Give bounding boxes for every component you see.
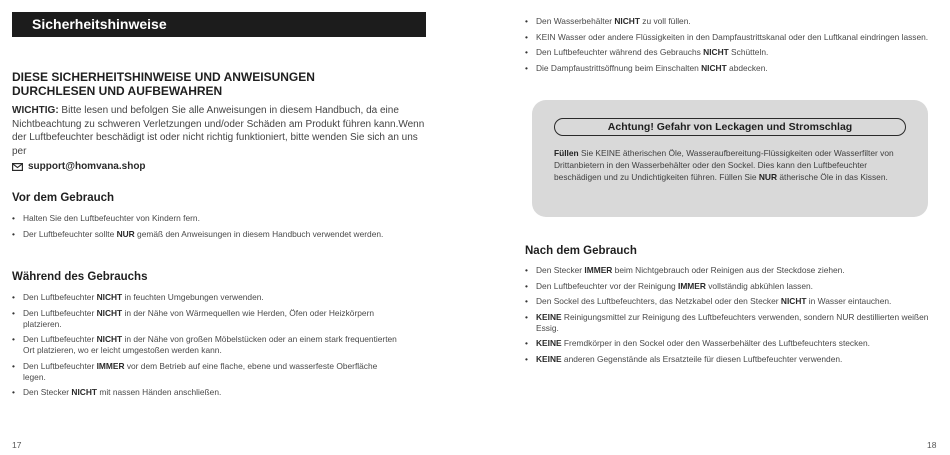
list-item: • Halten Sie den Luftbefeuchter von Kindern fern.	[12, 213, 432, 224]
warning-box	[532, 100, 928, 217]
list-item: • Den Luftbefeuchter NICHT in feuchten Umgebungen verwenden.	[12, 292, 402, 303]
section-header-title: Sicherheitshinweise	[32, 16, 167, 32]
support-email[interactable]: support@homvana.shop	[28, 161, 146, 172]
after-use-title: Nach dem Gebrauch	[525, 245, 637, 257]
mail-icon	[12, 163, 23, 171]
intro-text: Bitte lesen und befolgen Sie alle Anweisungen in diesem Handbuch, da eine Nichtbeachtung zu schweren Verletzungen und/oder Schäden am Produkt führen kann.Wenn der Luftbefeuchter beschädigt ist oder nicht richtig funktioniert, bitte wenden Sie sich an uns per	[12, 105, 425, 157]
list-item: • Den Luftbefeuchter vor der Reinigung IMMER vollständig abkühlen lassen.	[525, 281, 943, 292]
list-item: • Den Luftbefeuchter IMMER vor dem Betrieb auf eine flache, ebene und wasserfeste Oberfläche legen.	[12, 361, 402, 383]
page-number-right: 18	[927, 440, 937, 450]
intro-important-label: WICHTIG:	[12, 105, 59, 116]
section-header-bar	[12, 12, 426, 37]
after-use-list	[525, 265, 943, 369]
list-item: • Den Luftbefeuchter NICHT in der Nähe von Wärmequellen wie Herden, Öfen oder Heizkörpern platzieren.	[12, 308, 402, 330]
main-heading-line-1: DIESE SICHERHEITSHINWEISE UND ANWEISUNGEN	[12, 70, 315, 84]
during-use-list	[12, 292, 402, 403]
list-item: • Den Stecker IMMER beim Nichtgebrauch oder Reinigen aus der Steckdose ziehen.	[525, 265, 943, 276]
list-item: • Der Luftbefeuchter sollte NUR gemäß den Anweisungen in diesem Handbuch verwendet werden.	[12, 229, 432, 240]
list-item: • KEIN Wasser oder andere Flüssigkeiten in den Dampfaustrittskanal oder den Luftkanal eindringen lassen.	[525, 32, 935, 43]
list-item: • KEINE Fremdkörper in den Sockel oder den Wasserbehälter des Luftbefeuchters stecken.	[525, 338, 943, 349]
before-use-title: Vor dem Gebrauch	[12, 192, 115, 204]
during-use-list-continued	[525, 16, 935, 78]
list-item: • Den Luftbefeuchter NICHT in der Nähe von großen Möbelstücken oder an einem stark frequentierten Ort platzieren, wo er leicht umgestoßen werden kann.	[12, 334, 402, 356]
list-item: • Den Luftbefeuchter während des Gebrauchs NICHT Schütteln.	[525, 47, 935, 58]
list-item: • Den Wasserbehälter NICHT zu voll füllen.	[525, 16, 935, 27]
list-item: • KEINE Reinigungsmittel zur Reinigung des Luftbefeuchters verwenden, sondern NUR destillierten weißen Essig.	[525, 312, 943, 334]
right-page	[475, 0, 950, 455]
support-email-line	[12, 161, 146, 172]
page-number-left: 17	[12, 440, 22, 450]
list-item: • Die Dampfaustrittsöffnung beim Einschalten NICHT abdecken.	[525, 63, 935, 74]
warning-title: Achtung! Gefahr von Leckagen und Stromschlag	[554, 118, 906, 136]
list-item: • KEINE anderen Gegenstände als Ersatzteile für diesen Luftbefeuchter verwenden.	[525, 354, 943, 365]
intro-paragraph	[12, 104, 432, 158]
main-heading	[12, 70, 432, 98]
list-item: • Den Sockel des Luftbefeuchters, das Netzkabel oder den Stecker NICHT in Wasser eintauchen.	[525, 296, 943, 307]
warning-text: Füllen Sie KEINE ätherischen Öle, Wasseraufbereitung-Flüssigkeiten oder Wasserfilter von Drittanbietern in den Wasserbehälter oder den Sockel. Dies kann den Luftbefeuchter beschädigen und zu Undichtigkeiten führen. Füllen Sie NUR ätherische Öle in das Kissen.	[554, 148, 894, 182]
during-use-title: Während des Gebrauchs	[12, 271, 148, 283]
left-page	[0, 0, 460, 455]
main-heading-line-2: DURCHLESEN UND AUFBEWAHREN	[12, 84, 223, 98]
before-use-list	[12, 213, 432, 244]
list-item: • Den Stecker NICHT mit nassen Händen anschließen.	[12, 387, 402, 398]
